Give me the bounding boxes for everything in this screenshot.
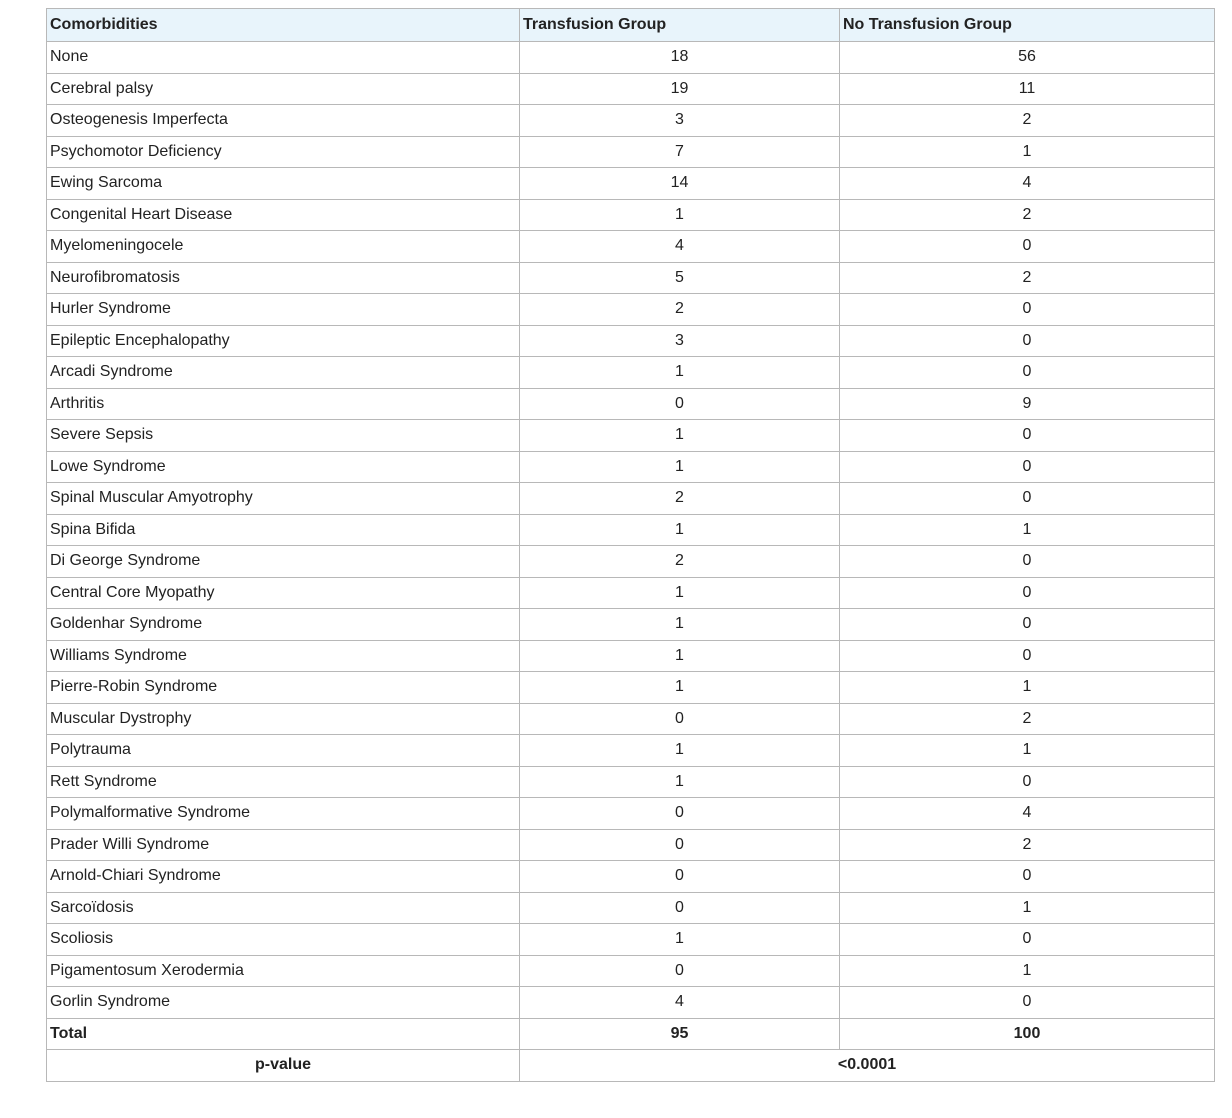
table-row: [47, 766, 1215, 798]
table-row: [47, 357, 1215, 389]
transfusion-count-cell: 1: [520, 672, 840, 704]
header-row: [47, 9, 1215, 42]
total-no-transfusion: 100: [840, 1018, 1215, 1050]
table-row: [47, 231, 1215, 263]
transfusion-count-cell: 1: [520, 451, 840, 483]
no-transfusion-count-cell: 2: [840, 829, 1215, 861]
transfusion-count-cell: 1: [520, 577, 840, 609]
no-transfusion-count-cell: 0: [840, 357, 1215, 389]
table-row: [47, 609, 1215, 641]
comorbidity-cell: Sarcoïdosis: [47, 892, 520, 924]
column-header-no-transfusion-group: No Transfusion Group: [840, 9, 1215, 42]
table-body: [47, 42, 1215, 1019]
table-row: [47, 388, 1215, 420]
table-row: [47, 892, 1215, 924]
no-transfusion-count-cell: 9: [840, 388, 1215, 420]
transfusion-count-cell: 1: [520, 640, 840, 672]
column-header-comorbidities: Comorbidities: [47, 9, 520, 42]
transfusion-count-cell: 2: [520, 546, 840, 578]
no-transfusion-count-cell: 0: [840, 640, 1215, 672]
no-transfusion-count-cell: 0: [840, 483, 1215, 515]
comorbidity-cell: Cerebral palsy: [47, 73, 520, 105]
comorbidity-cell: Hurler Syndrome: [47, 294, 520, 326]
transfusion-count-cell: 0: [520, 955, 840, 987]
comorbidity-cell: Rett Syndrome: [47, 766, 520, 798]
comorbidity-cell: Williams Syndrome: [47, 640, 520, 672]
total-label: Total: [47, 1018, 520, 1050]
no-transfusion-count-cell: 2: [840, 262, 1215, 294]
transfusion-count-cell: 5: [520, 262, 840, 294]
no-transfusion-count-cell: 11: [840, 73, 1215, 105]
comorbidity-cell: Polytrauma: [47, 735, 520, 767]
no-transfusion-count-cell: 1: [840, 514, 1215, 546]
table-row: [47, 798, 1215, 830]
no-transfusion-count-cell: 2: [840, 703, 1215, 735]
no-transfusion-count-cell: 1: [840, 136, 1215, 168]
comorbidity-cell: Epileptic Encephalopathy: [47, 325, 520, 357]
no-transfusion-count-cell: 0: [840, 325, 1215, 357]
transfusion-count-cell: 18: [520, 42, 840, 74]
comorbidities-table: [46, 8, 1215, 1082]
transfusion-count-cell: 19: [520, 73, 840, 105]
table-row: [47, 325, 1215, 357]
table-row: [47, 672, 1215, 704]
comorbidity-cell: Muscular Dystrophy: [47, 703, 520, 735]
comorbidity-cell: Spina Bifida: [47, 514, 520, 546]
comorbidity-cell: Scoliosis: [47, 924, 520, 956]
comorbidity-cell: Di George Syndrome: [47, 546, 520, 578]
transfusion-count-cell: 0: [520, 892, 840, 924]
transfusion-count-cell: 0: [520, 798, 840, 830]
no-transfusion-count-cell: 0: [840, 546, 1215, 578]
no-transfusion-count-cell: 0: [840, 766, 1215, 798]
no-transfusion-count-cell: 0: [840, 861, 1215, 893]
no-transfusion-count-cell: 4: [840, 798, 1215, 830]
no-transfusion-count-cell: 0: [840, 577, 1215, 609]
total-row: [47, 1018, 1215, 1050]
transfusion-count-cell: 2: [520, 294, 840, 326]
transfusion-count-cell: 1: [520, 199, 840, 231]
table-row: [47, 735, 1215, 767]
table-row: [47, 703, 1215, 735]
transfusion-count-cell: 1: [520, 735, 840, 767]
p-value-row: [47, 1050, 1215, 1082]
no-transfusion-count-cell: 1: [840, 672, 1215, 704]
transfusion-count-cell: 1: [520, 420, 840, 452]
transfusion-count-cell: 0: [520, 388, 840, 420]
table-row: [47, 168, 1215, 200]
transfusion-count-cell: 1: [520, 766, 840, 798]
p-value-label: p-value: [47, 1050, 520, 1082]
transfusion-count-cell: 1: [520, 514, 840, 546]
comorbidity-cell: Spinal Muscular Amyotrophy: [47, 483, 520, 515]
no-transfusion-count-cell: 0: [840, 451, 1215, 483]
table-row: [47, 514, 1215, 546]
no-transfusion-count-cell: 1: [840, 892, 1215, 924]
total-transfusion: 95: [520, 1018, 840, 1050]
table-row: [47, 924, 1215, 956]
comorbidity-cell: Neurofibromatosis: [47, 262, 520, 294]
no-transfusion-count-cell: 1: [840, 735, 1215, 767]
transfusion-count-cell: 0: [520, 861, 840, 893]
transfusion-count-cell: 1: [520, 357, 840, 389]
no-transfusion-count-cell: 0: [840, 231, 1215, 263]
table-row: [47, 294, 1215, 326]
comorbidity-cell: Severe Sepsis: [47, 420, 520, 452]
no-transfusion-count-cell: 2: [840, 105, 1215, 137]
no-transfusion-count-cell: 1: [840, 955, 1215, 987]
column-header-transfusion-group: Transfusion Group: [520, 9, 840, 42]
transfusion-count-cell: 7: [520, 136, 840, 168]
table-row: [47, 640, 1215, 672]
transfusion-count-cell: 0: [520, 703, 840, 735]
comorbidity-cell: Arcadi Syndrome: [47, 357, 520, 389]
transfusion-count-cell: 1: [520, 924, 840, 956]
comorbidity-cell: Ewing Sarcoma: [47, 168, 520, 200]
comorbidity-cell: Osteogenesis Imperfecta: [47, 105, 520, 137]
table-row: [47, 577, 1215, 609]
comorbidity-cell: None: [47, 42, 520, 74]
table-row: [47, 420, 1215, 452]
no-transfusion-count-cell: 0: [840, 987, 1215, 1019]
comorbidity-cell: Lowe Syndrome: [47, 451, 520, 483]
comorbidity-cell: Arnold-Chiari Syndrome: [47, 861, 520, 893]
no-transfusion-count-cell: 2: [840, 199, 1215, 231]
no-transfusion-count-cell: 0: [840, 420, 1215, 452]
table-row: [47, 861, 1215, 893]
comorbidity-cell: Central Core Myopathy: [47, 577, 520, 609]
table-row: [47, 105, 1215, 137]
transfusion-count-cell: 3: [520, 325, 840, 357]
comorbidity-cell: Arthritis: [47, 388, 520, 420]
transfusion-count-cell: 1: [520, 609, 840, 641]
table-row: [47, 199, 1215, 231]
comorbidity-cell: Pigamentosum Xerodermia: [47, 955, 520, 987]
no-transfusion-count-cell: 56: [840, 42, 1215, 74]
no-transfusion-count-cell: 0: [840, 924, 1215, 956]
transfusion-count-cell: 14: [520, 168, 840, 200]
comorbidity-cell: Congenital Heart Disease: [47, 199, 520, 231]
table-row: [47, 987, 1215, 1019]
transfusion-count-cell: 3: [520, 105, 840, 137]
transfusion-count-cell: 4: [520, 231, 840, 263]
no-transfusion-count-cell: 0: [840, 294, 1215, 326]
table-row: [47, 829, 1215, 861]
table-row: [47, 955, 1215, 987]
table-row: [47, 483, 1215, 515]
table-row: [47, 546, 1215, 578]
no-transfusion-count-cell: 4: [840, 168, 1215, 200]
transfusion-count-cell: 4: [520, 987, 840, 1019]
transfusion-count-cell: 0: [520, 829, 840, 861]
table-row: [47, 451, 1215, 483]
table-row: [47, 262, 1215, 294]
table-row: [47, 136, 1215, 168]
comorbidity-cell: Goldenhar Syndrome: [47, 609, 520, 641]
comorbidity-cell: Polymalformative Syndrome: [47, 798, 520, 830]
comorbidity-cell: Gorlin Syndrome: [47, 987, 520, 1019]
comorbidity-cell: Pierre-Robin Syndrome: [47, 672, 520, 704]
comorbidity-cell: Myelomeningocele: [47, 231, 520, 263]
comorbidity-cell: Prader Willi Syndrome: [47, 829, 520, 861]
transfusion-count-cell: 2: [520, 483, 840, 515]
table-row: [47, 73, 1215, 105]
comorbidity-cell: Psychomotor Deficiency: [47, 136, 520, 168]
no-transfusion-count-cell: 0: [840, 609, 1215, 641]
p-value: <0.0001: [520, 1050, 1215, 1082]
table-row: [47, 42, 1215, 74]
